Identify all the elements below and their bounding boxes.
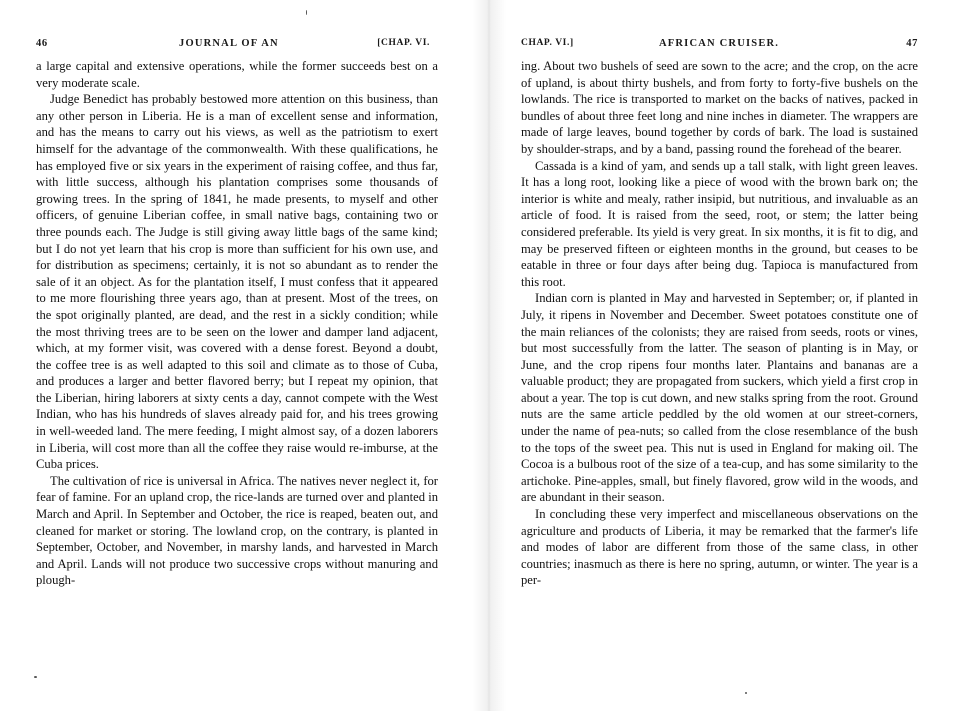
left-paragraph-1: a large capital and extensive operations, while the former succeeds best on a very moderate scale. <box>36 59 438 90</box>
scan-speck <box>306 10 307 15</box>
right-running-title: AFRICAN CRUISER. <box>659 38 780 49</box>
right-paragraph-1: ing. About two bushels of seed are sown to the acre; and the crop, on the acre of upland, is about thirty bushels, and from forty to forty-five bushels on the lowlands. The rice is transported to market on the backs of natives, packed in bundles of about three feet long and nine inches in diameter. The wrappers are made of large leaves, bound together by cords of bark. The load is sustained by shoulder-straps, and by a band, passing round the forehead of the bearer. <box>521 59 918 156</box>
right-paragraph-4: In concluding these very imperfect and miscellaneous observations on the agriculture and products of Liberia, it may be remarked that the farmer's life and modes of labor are different from those of the same class, in other countries; inasmuch as there is here no spring, autumn, or winter. The year is a per- <box>521 507 918 588</box>
left-page-number: 46 <box>36 38 48 49</box>
scan-speck <box>745 692 747 694</box>
left-page-body <box>36 58 438 589</box>
left-running-title: JOURNAL OF AN <box>179 38 279 49</box>
right-chapter-label: CHAP. VI.] <box>521 38 574 48</box>
right-page-header <box>521 38 918 54</box>
left-chapter-label: [CHAP. VI. <box>377 38 430 48</box>
right-page-body <box>521 58 918 589</box>
right-paragraph-3: Indian corn is planted in May and harvested in September; or, if planted in July, it ripens in November and December. Sweet potatoes constitute one of the main reliances of the colonists; they are raised from seeds, roots or vines, but most successfully from the latter. The season of planting is in May, or June, and the crop ripens four months later. Plantains and bananas are a valuable product; they are propagated from suckers, which yield a first crop in about a year. The top is cut down, and new stalks spring from the root. Ground nuts are the same article peddled by the old women at our street-corners, under the name of pea-nuts; so called from the close resemblance of the bush to the tops of the sweet pea. This nut is used in England for making oil. The Cocoa is a bulbous root of the size of a tea-cup, and has some similarity to the artichoke. Pine-apples, small, but finely flavored, grow wild in the woods, and are abundant in their season. <box>521 291 918 505</box>
left-paragraph-3: The cultivation of rice is universal in Africa. The natives never neglect it, for fear of famine. For an upland crop, the rice-lands are turned over and planted in March and April. In September and October, the rice is reaped, beaten out, and cleaned for market or storing. The lowland crop, on the contrary, is planted in September, October, and November, in marshy lands, and harvested in March and April. Lands will not produce two successive crops without manuring and plough- <box>36 473 438 588</box>
left-page-header <box>36 38 438 54</box>
gutter-shadow <box>472 0 506 711</box>
scan-speck <box>34 676 37 678</box>
left-paragraph-2: Judge Benedict has probably bestowed more attention on this business, than any other person in Liberia. He is a man of excellent sense and information, and has the means to carry out his views, as well as the patriotism to exert himself for the advantage of the commonwealth. With these qualifications, he has employed five or six years in the experiment of raising coffee, and thus far, with little success, although his plantation comprises some thousands of growing trees. In the spring of 1841, he made presents, to myself and other officers, of genuine Liberian coffee, in small native bags, containing two or three pounds each. The Judge is still giving away little bags of the same kind; but I do not yet learn that his crop is more than sufficient for his own use, and for distribution as specimens; certainly, it is not so abundant as to render the sale of it an object. As for the plantation itself, I must confess that it appeared to me more flourishing three years ago, than at present. Most of the trees, on the spot originally planted, are dead, and the rest in a sickly condition; while the most thriving trees are to be seen on the lower and damper land adjacent, which, at my former visit, was covered with a dense forest. Beyond a doubt, the coffee tree is as well adapted to this soil and climate as to those of Cuba, and produces a larger and better flavored berry; but I repeat my opinion, that the Liberian, hiring laborers at sixty cents a day, cannot compete with the West Indian, who has his hundreds of slaves already paid for, and his trees growing in well-weeded land. The mere feeding, I might almost say, of a dozen laborers in Liberia, will cost more than all the coffee they raise would re-imburse, at the Cuba prices. <box>36 92 438 472</box>
right-page-number: 47 <box>906 38 918 49</box>
right-paragraph-2: Cassada is a kind of yam, and sends up a tall stalk, with light green leaves. It has a long root, looking like a piece of wood with the brown bark on; the interior is white and mealy, rather insipid, but nutritious, and invaluable as an article of food. It is raised from the seed, root, or stem; the latter being considered preferable. Its yield is very great. In six months, it is fit to dig, and may be preserved fifteen or eighteen months in the ground, but ceases to be eatable in three or four days after being dug. Tapioca is manufactured from this root. <box>521 158 918 289</box>
left-page <box>36 38 438 589</box>
right-page <box>521 38 918 589</box>
